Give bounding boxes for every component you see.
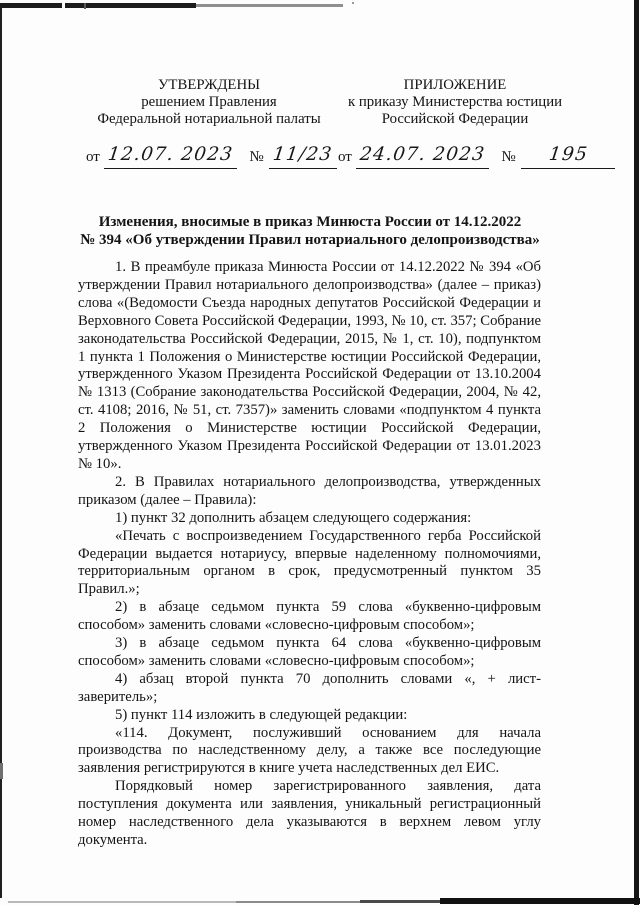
scan-edge-left-blot	[0, 763, 3, 779]
paragraph: 1) пункт 32 дополнить абзацем следующего содержания:	[115, 509, 472, 526]
paragraph: 2. В Правилах нотариального делопроизводства, утвержденных приказом (далее – Правила):	[78, 473, 541, 508]
scan-edge-bottom-light	[8, 901, 236, 903]
document-title-line1: Изменения, вносимые в приказ Минюста России от 14.12.2022	[98, 214, 522, 230]
paragraph: 4) абзац второй пункта 70 дополнить словами «, + лист-заверитель»;	[78, 670, 541, 705]
paragraph: «114. Документ, послуживший основанием для начала производства по наследственному делу, а также все последующие заявления регистрируются в книге учета наследственных дел ЕИС.	[78, 724, 541, 777]
scan-edge-bottom-gray	[236, 901, 360, 903]
scan-edge-top-gray	[196, 4, 343, 7]
document-title-line2: № 394 «Об утверждении Правил нотариального делопроизводства»	[80, 231, 540, 248]
number-underline	[521, 144, 615, 169]
handwritten-number: 11/23	[272, 144, 335, 165]
date-prefix: от	[86, 149, 100, 165]
approval-line: решением Правления	[141, 93, 277, 110]
scan-edge-top-dark	[0, 3, 196, 8]
paragraph: 3) в абзаце седьмом пункта 64 слова «буквенно-цифровым способом» заменить словами «словесно-цифровым способом»;	[78, 635, 541, 669]
paragraph: 2) в абзаце седьмом пункта 59 слова «буквенно-цифровым способом» заменить словами «словесно-цифровым способом»;	[78, 599, 541, 634]
number-underline	[269, 144, 336, 169]
paragraph: Порядковый номер зарегистрированного заявления, дата поступления документа или заявления, уникальный регистрационный номер наследственного дела указываются в верхнем левом углу документа.	[78, 778, 541, 848]
date-underline	[104, 144, 237, 169]
scan-edge-bottom-dark	[360, 900, 440, 903]
handwritten-number: 195	[547, 144, 590, 165]
approval-line: Федеральной нотариальной палаты	[97, 110, 321, 127]
date-row-minjust	[338, 144, 615, 169]
date-underline	[356, 144, 489, 169]
scan-edge-bottom-black	[440, 898, 640, 904]
date-prefix: от	[338, 149, 352, 165]
scan-artifact-mark	[84, 3, 86, 9]
scan-edge-top-gap	[62, 3, 65, 8]
scan-edge-speck	[352, 2, 354, 4]
document-title	[78, 214, 542, 250]
handwritten-date: 24.07. 2023	[358, 144, 487, 165]
number-sign: №	[249, 149, 264, 165]
date-row-fnp	[86, 144, 337, 169]
handwritten-date: 12.07. 2023	[106, 144, 235, 165]
paragraph: 5) пункт 114 изложить в следующей редакции:	[115, 706, 408, 723]
number-sign: №	[501, 149, 516, 165]
paragraph: «Печать с воспроизведением Государственного герба Российской Федерации выдается нотариусу, впервые наделенному полномочиями, территориальным органом в срок, предусмотренный пунктом 35 Правил.»;	[78, 527, 541, 598]
scan-edge-right	[634, 0, 639, 905]
annex-line: к приказу Министерства юстиции	[347, 93, 563, 110]
annex-line: Российской Федерации	[381, 110, 529, 127]
document-body	[78, 259, 541, 850]
paragraph: 1. В преамбуле приказа Минюста России от 14.12.2022 № 394 «Об утверждении Правил нотариального делопроизводства» (далее – приказ) слова «(Ведомости Съезда народных депутатов Российской Федерации и Верховного Совета Российской Федерации, 1993, № 10, ст. 357; Собрание законодательства Российской Федерации, 2015, № 1, ст. 10), подпунктом 1 пункта 1 Положения о Министерстве юстиции Российской Федерации, утвержденного Указом Президента Российской Федерации от 13.10.2004 № 1313 (Собрание законодательства Российской Федерации, 2004, № 42, ст. 4108; 2016, № 51, ст. 7357)» заменить словами «подпунктом 4 пункта 2 Положения о Министерстве юстиции Российской Федерации, утвержденного Указом Президента Российской Федерации от 13.01.2023 № 10».	[78, 259, 541, 472]
annex-block-minjust	[336, 77, 574, 128]
annex-line: ПРИЛОЖЕНИЕ	[403, 77, 507, 93]
approval-block-fnp	[84, 77, 334, 128]
approval-line: УТВЕРЖДЕНЫ	[157, 77, 261, 93]
